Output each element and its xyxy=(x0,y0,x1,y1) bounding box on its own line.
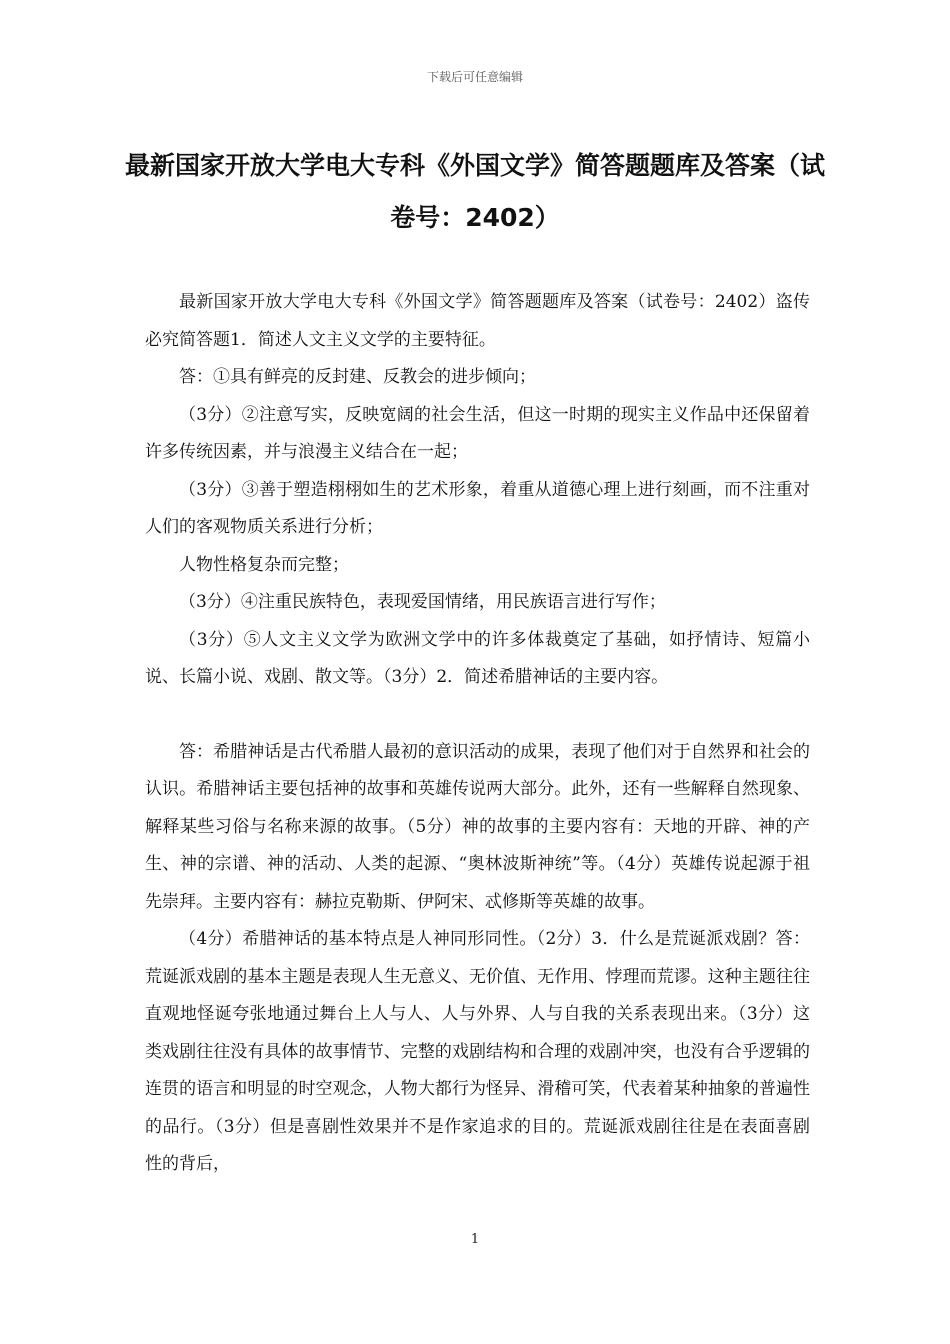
paragraph-answer-2: （3分）②注意写实，反映宽阔的社会生活，但这一时期的现实主义作品中还保留着许多传统因素，并与浪漫主义结合在一起； xyxy=(145,404,810,462)
header-note: 下载后可任意编辑 xyxy=(426,70,523,84)
paragraph-answer-1: 答：①具有鲜亮的反封建、反教会的进步倾向； xyxy=(179,367,536,387)
paragraph-greek-myth-answer: 答：希腊神话是古代希腊人最初的意识活动的成果，表现了他们对于自然界和社会的认识。希腊神话主要包括神的故事和英雄传说两大部分。此外，还有一些解释自然现象、解释某些习俗与名称来源的故事。（5分）神的故事的主要内容有：天地的开辟、神的产生、神的宗谱、神的活动、人类的起源、“奥林波斯神统”等。（4分）英雄传说起源于祖先崇拜。主要内容有：赫拉克勒斯、伊阿宋、忒修斯等英雄的故事。 xyxy=(145,741,810,912)
paragraph-answer-3b: 人物性格复杂而完整； xyxy=(179,554,349,575)
paragraph-answer-5: （3分）⑤人文主义文学为欧洲文学中的许多体裁奠定了基础，如抒情诗、短篇小说、长篇小说、戏剧、散文等。（3分）2．简述希腊神话的主要内容。 xyxy=(145,629,810,687)
paragraph-answer-3: （3分）③善于塑造栩栩如生的艺术形象，着重从道德心理上进行刻画，而不注重对人们的客观物质关系进行分析； xyxy=(145,479,810,537)
paragraph-answer-4: （3分）④注重民族特色，表现爱国情绪，用民族语言进行写作； xyxy=(179,592,666,612)
document-title: 最新国家开放大学电大专科《外国文学》简答题题库及答案（试卷号：2402） xyxy=(124,151,825,232)
paragraph-intro: 最新国家开放大学电大专科《外国文学》简答题题库及答案（试卷号：2402）盗传必究简答题1．简述人文主义文学的主要特征。 xyxy=(145,292,810,350)
page-number: 1 xyxy=(470,1232,480,1247)
document-body xyxy=(145,284,810,1184)
paragraph-absurd-drama: （4分）希腊神话的基本特点是人神同形同性。（2分）3．什么是荒诞派戏剧？答：荒诞派戏剧的基本主题是表现人生无意义、无价值、无作用、悖理而荒谬。这种主题往往直观地怪诞夸张地通过舞台上人与人、人与外界、人与自我的关系表现出来。（3分）这类戏剧往往没有具体的故事情节、完整的戏剧结构和合理的戏剧冲突，也没有合乎逻辑的连贯的语言和明显的时空观念，人物大都行为怪异、滑稽可笑，代表着某种抽象的普遍性的品行。（3分）但是喜剧性效果并不是作家追求的目的。荒诞派戏剧往往是在表面喜剧性的背后， xyxy=(145,929,810,1174)
